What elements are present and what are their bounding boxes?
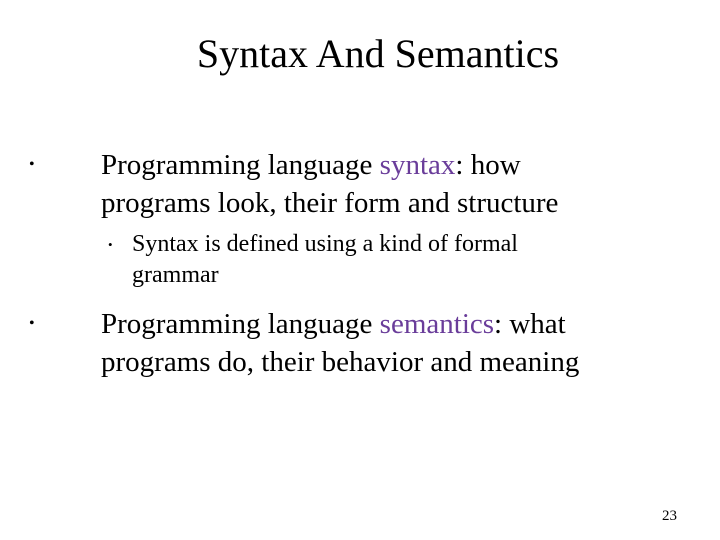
sub-bullet-grammar [108, 229, 518, 291]
bullet-text: : what [494, 308, 566, 340]
bullet-line [101, 146, 558, 184]
bullet-dot-icon: • [29, 315, 35, 332]
bullet-line: programs do, their behavior and meaning [101, 346, 580, 378]
bullet-line: programs look, their form and structure [101, 187, 559, 219]
bullet-line: grammar [132, 262, 219, 288]
bullet-syntax [29, 146, 559, 222]
highlighted-term: syntax [379, 149, 456, 181]
slide-title: Syntax And Semantics [196, 31, 560, 76]
bullet-text: : how [455, 149, 521, 181]
bullet-dot-icon: • [108, 237, 113, 252]
bullet-line [101, 305, 579, 343]
page-number: 23 [662, 508, 677, 524]
bullet-text: Programming language [101, 149, 380, 181]
bullet-semantics [29, 305, 580, 381]
bullet-dot-icon: • [29, 156, 35, 173]
highlighted-term: semantics [379, 308, 495, 340]
bullet-text: Programming language [101, 308, 380, 340]
bullet-line: Syntax is defined using a kind of formal [132, 231, 518, 257]
